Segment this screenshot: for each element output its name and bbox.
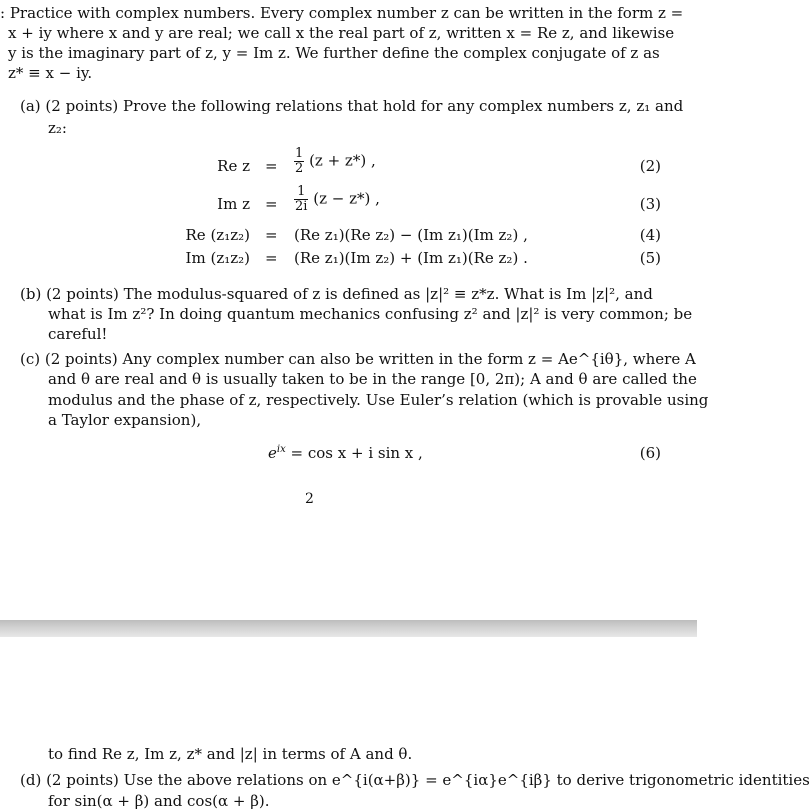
intro-line-1: : Practice with complex numbers. Every complex number z can be written in the form z = — [0, 4, 684, 22]
eq5-rhs: (Re z₁)(Im z₂) + (Im z₁)(Re z₂) . — [294, 249, 528, 267]
page-2 — [0, 637, 810, 810]
eq4-number: (4) — [639, 226, 661, 244]
part-d-line-2: for sin(α + β) and cos(α + β). — [48, 792, 270, 810]
continuation-line: to find Re z, Im z, z* and |z| in terms of A and θ. — [48, 745, 413, 763]
part-c-line-4: a Taylor expansion), — [48, 411, 202, 429]
eq6 — [268, 444, 423, 462]
eq3-number: (3) — [639, 195, 661, 213]
intro-line-2: x + iy where x and y are real; we call x the real part of z, written x = Re z, and likewise — [8, 24, 675, 42]
part-c-line-2: and θ are real and θ is usually taken to be in the range [0, 2π); A and θ are called the — [48, 370, 697, 388]
part-b-line-3: careful! — [48, 325, 108, 343]
part-a-line-2: z₂: — [48, 119, 67, 137]
eq3-lhs: Im z — [217, 195, 250, 213]
part-a-line-1: (a) (2 points) Prove the following relations that hold for any complex numbers z, z₁ and — [20, 97, 684, 115]
eq2-op: = — [265, 157, 278, 175]
eq5-number: (5) — [639, 249, 661, 267]
page-separator — [0, 620, 697, 637]
intro-line-3: y is the imaginary part of z, y = Im z. We further define the complex conjugate of z as — [8, 44, 660, 62]
eq6-rhs: = cos x + i sin x , — [290, 444, 423, 462]
eq3-op: = — [265, 195, 278, 213]
eq3-frac-den: 2i — [295, 199, 308, 214]
part-b-line-1: (b) (2 points) The modulus-squared of z is defined as |z|² ≡ z*z. What is Im |z|², and — [20, 285, 653, 303]
eq3-rhs-text: (z − z*) , — [313, 189, 380, 208]
eq6-base: e — [268, 444, 277, 462]
part-c-line-1: (c) (2 points) Any complex number can also be written in the form z = Ae^{iθ}, where A — [20, 350, 696, 368]
eq4-lhs: Re (z₁z₂) — [185, 226, 250, 244]
eq2-frac-num: 1 — [295, 146, 304, 161]
page-number: 2 — [305, 491, 314, 507]
eq3-rhs — [294, 185, 380, 214]
eq6-sup: ix — [276, 444, 286, 455]
part-b-line-2: what is Im z²? In doing quantum mechanics confusing z² and |z|² is very common; be — [48, 305, 693, 323]
eq4-rhs: (Re z₁)(Re z₂) − (Im z₁)(Im z₂) , — [294, 226, 528, 244]
eq2-rhs — [294, 147, 376, 176]
eq3-frac-num: 1 — [294, 185, 308, 200]
eq4-op: = — [265, 226, 278, 244]
intro-line-4: z* ≡ x − iy. — [8, 64, 93, 82]
eq2-number: (2) — [639, 157, 661, 175]
eq5-lhs: Im (z₁z₂) — [185, 249, 250, 267]
eq6-number: (6) — [639, 444, 661, 462]
eq2-rhs-text: (z + z*) , — [309, 151, 376, 170]
part-c-line-3: modulus and the phase of z, respectively. Use Euler’s relation (which is provable using — [48, 391, 709, 409]
part-d-line-1: (d) (2 points) Use the above relations on e^{i(α+β)} = e^{iα}e^{iβ} to derive trigonometric identities — [20, 771, 810, 789]
eq2-lhs: Re z — [217, 157, 250, 175]
eq2-frac-den: 2 — [295, 161, 304, 176]
eq5-op: = — [265, 249, 278, 267]
